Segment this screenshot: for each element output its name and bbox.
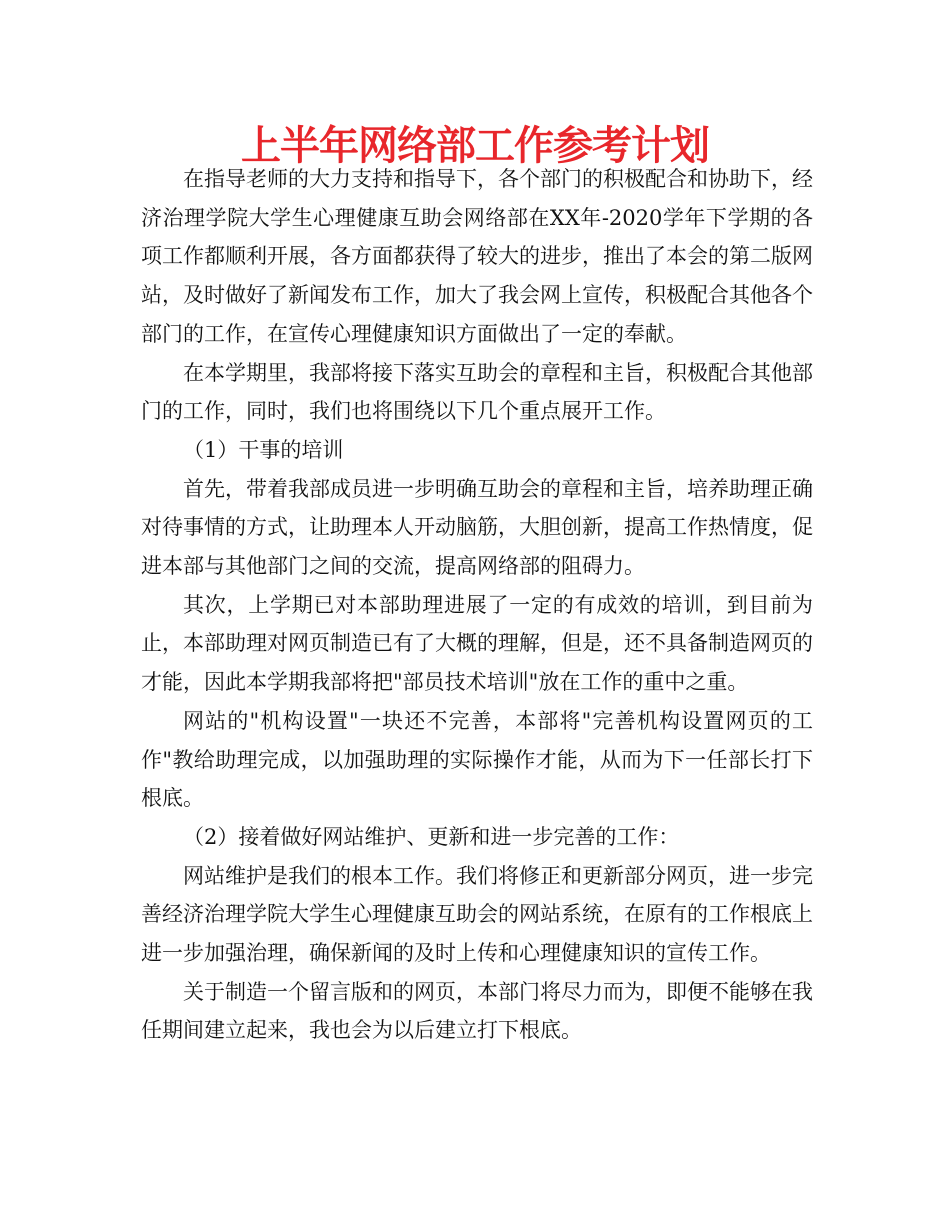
paragraph-training-second: 其次，上学期已对本部助理进展了一定的有成效的培训，到目前为止，本部助理对网页制造已有了大概的理解，但是，还不具备制造网页的才能，因此本学期我部将把"部员技术培训"放在工作的重中之重。 — [141, 592, 813, 695]
document-body — [141, 160, 813, 1050]
paragraph-semester-plan: 在本学期里，我部将接下落实互助会的章程和主旨，积极配合其他部门的工作，同时，我们也将围绕以下几个重点展开工作。 — [141, 360, 813, 424]
section-heading-training: （1）干事的培训 — [183, 437, 344, 462]
paragraph-intro: 在指导老师的大力支持和指导下，各个部门的积极配合和协助下，经济治理学院大学生心理健康互助会网络部在XX年-2020学年下学期的各项工作都顺利开展，各方面都获得了较大的进步，推出了本会的第二版网站，及时做好了新闻发布工作，加大了我会网上宣传，积极配合其他各个部门的工作，在宣传心理健康知识方面做出了一定的奉献。 — [141, 167, 813, 346]
paragraph-training-third: 网站的"机构设置"一块还不完善，本部将"完善机构设置网页的工作"教给助理完成，以加强助理的实际操作才能，从而为下一任部长打下根底。 — [141, 708, 813, 811]
paragraph-message-board: 关于制造一个留言版和的网页，本部门将尽力而为，即便不能够在我任期间建立起来，我也会为以后建立打下根底。 — [141, 979, 813, 1043]
paragraph-training-first: 首先，带着我部成员进一步明确互助会的章程和主旨，培养助理正确对待事情的方式，让助理本人开动脑筋，大胆创新，提高工作热情度，促进本部与其他部门之间的交流，提高网络部的阻碍力。 — [141, 476, 813, 579]
paragraph-maintenance: 网站维护是我们的根本工作。我们将修正和更新部分网页，进一步完善经济治理学院大学生心理健康互助会的网站系统，在原有的工作根底上进一步加强治理，确保新闻的及时上传和心理健康知识的宣传工作。 — [141, 863, 813, 966]
section-heading-maintenance: （2）接着做好网站维护、更新和进一步完善的工作： — [183, 824, 680, 849]
page-title: 上半年网络部工作参考计划 — [241, 123, 709, 169]
